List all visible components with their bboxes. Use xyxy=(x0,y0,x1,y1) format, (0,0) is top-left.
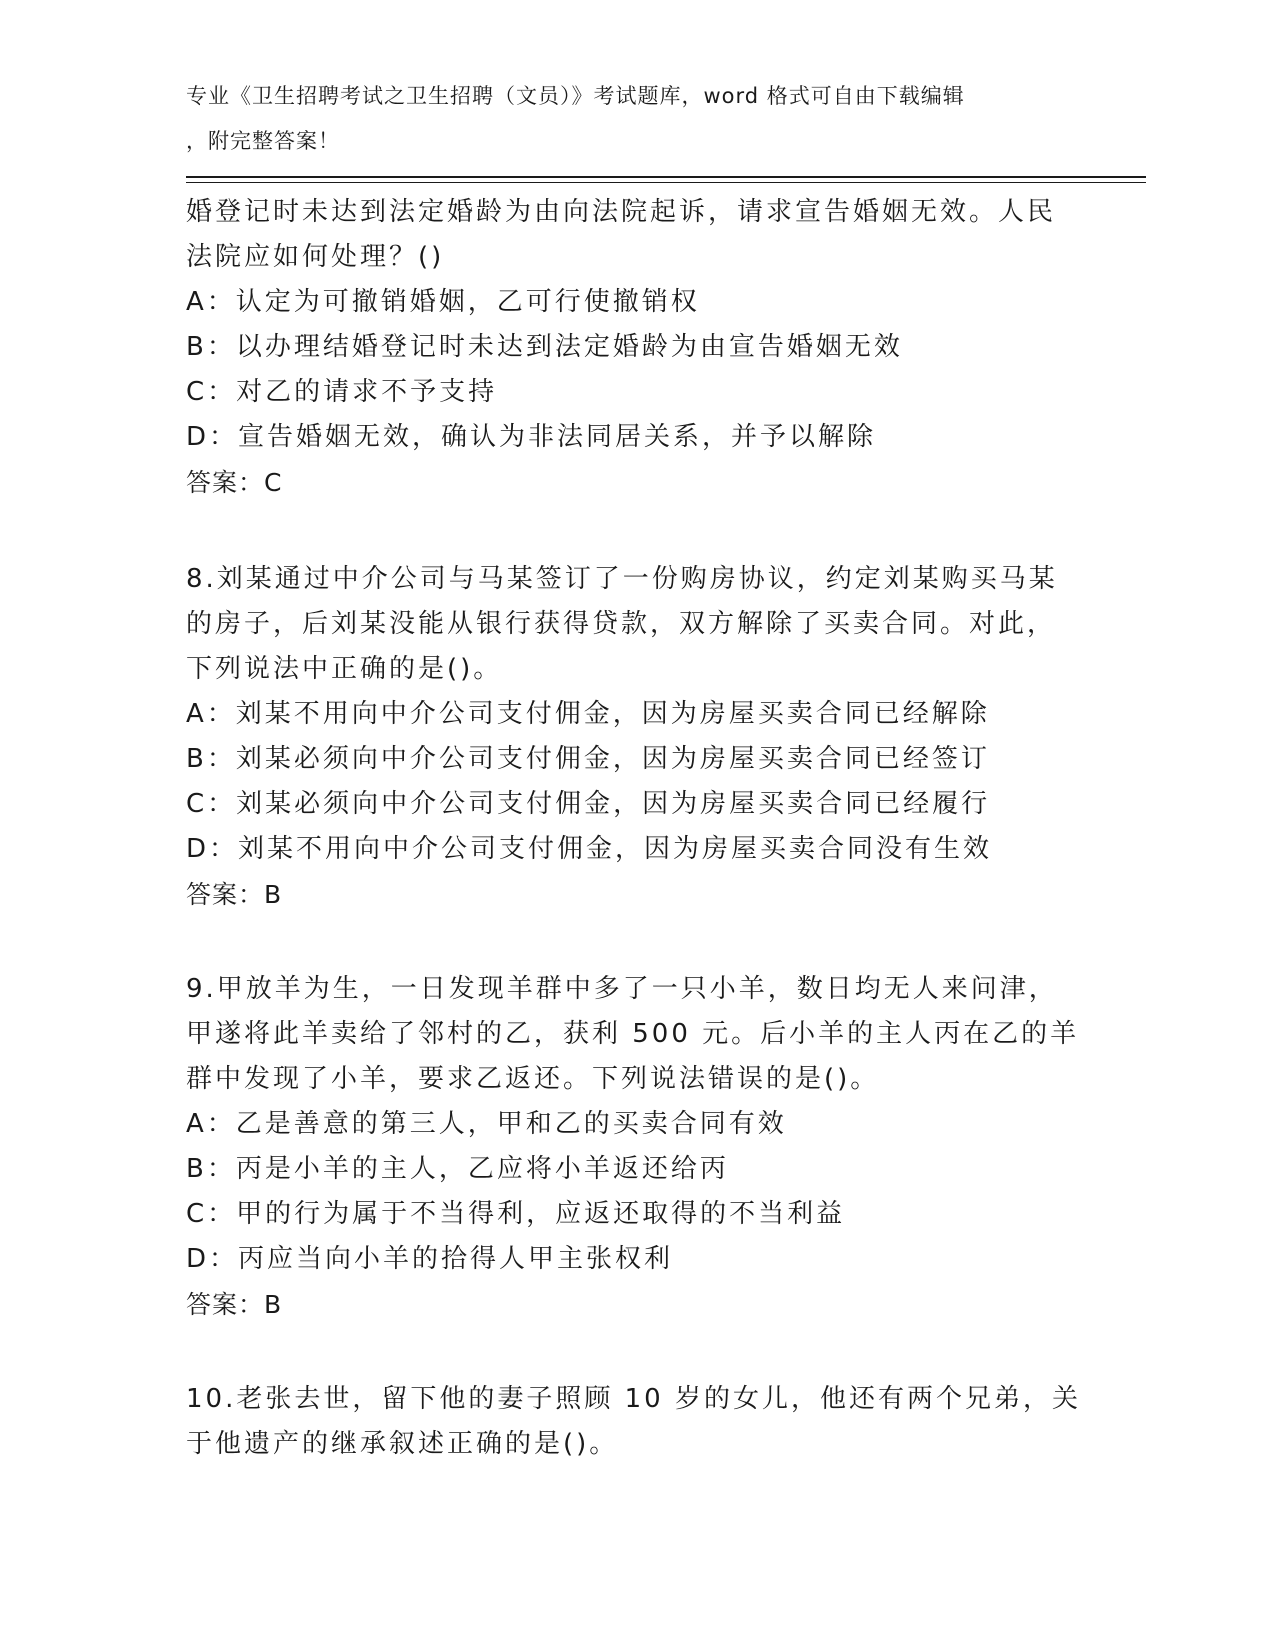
option-c: C：刘某必须向中介公司支付佣金，因为房屋买卖合同已经履行 xyxy=(186,789,991,819)
spacer xyxy=(186,917,1086,967)
option-c: C：对乙的请求不予支持 xyxy=(186,377,498,407)
option-b: B：丙是小羊的主人，乙应将小羊返还给丙 xyxy=(186,1154,729,1184)
option-a: A：乙是善意的第三人，甲和乙的买卖合同有效 xyxy=(186,1109,787,1139)
question-stem-line: 法院应如何处理？() xyxy=(186,242,445,272)
option-a: A：认定为可撤销婚姻，乙可行使撤销权 xyxy=(186,287,700,317)
question-stem-line: 9.甲放羊为生，一日发现羊群中多了一只小羊，数日均无人来问津， xyxy=(186,974,1058,1004)
spacer xyxy=(186,1327,1086,1377)
question-8 xyxy=(186,557,1086,917)
question-stem-line: 于他遗产的继承叙述正确的是()。 xyxy=(186,1429,619,1459)
option-c: C：甲的行为属于不当得利，应返还取得的不当利益 xyxy=(186,1199,846,1229)
header-line-1: 专业《卫生招聘考试之卫生招聘（文员）》考试题库，word 格式可自由下载编辑 xyxy=(186,84,965,108)
question-7 xyxy=(186,190,1086,505)
document-header xyxy=(186,74,1066,164)
option-a: A：刘某不用向中介公司支付佣金，因为房屋买卖合同已经解除 xyxy=(186,699,990,729)
header-divider-thick xyxy=(186,176,1146,178)
option-d: D：丙应当向小羊的拾得人甲主张权利 xyxy=(186,1244,674,1274)
option-d: D：刘某不用向中介公司支付佣金，因为房屋买卖合同没有生效 xyxy=(186,834,993,864)
header-line-2: ，附完整答案！ xyxy=(186,129,340,153)
question-stem-line: 下列说法中正确的是()。 xyxy=(186,654,503,684)
question-9 xyxy=(186,967,1086,1327)
answer-label: 答案：B xyxy=(186,880,283,909)
question-stem-line: 婚登记时未达到法定婚龄为由向法院起诉，请求宣告婚姻无效。人民 xyxy=(186,197,1057,227)
question-stem-line: 的房子，后刘某没能从银行获得贷款，双方解除了买卖合同。对此， xyxy=(186,609,1057,639)
option-d: D：宣告婚姻无效，确认为非法同居关系，并予以解除 xyxy=(186,422,877,452)
answer-label: 答案：B xyxy=(186,1290,283,1319)
question-stem-line: 群中发现了小羊，要求乙返还。下列说法错误的是()。 xyxy=(186,1064,880,1094)
question-list xyxy=(186,190,1086,1467)
header-divider-thin xyxy=(186,182,1146,183)
question-stem-line: 10.老张去世，留下他的妻子照顾 10 岁的女儿，他还有两个兄弟，关 xyxy=(186,1384,1081,1414)
spacer xyxy=(186,505,1086,557)
question-10 xyxy=(186,1377,1086,1467)
option-b: B：刘某必须向中介公司支付佣金，因为房屋买卖合同已经签订 xyxy=(186,744,990,774)
option-b: B：以办理结婚登记时未达到法定婚龄为由宣告婚姻无效 xyxy=(186,332,903,362)
answer-label: 答案：C xyxy=(186,468,283,497)
question-stem-line: 甲遂将此羊卖给了邻村的乙，获利 500 元。后小羊的主人丙在乙的羊 xyxy=(186,1019,1080,1049)
question-stem-line: 8.刘某通过中介公司与马某签订了一份购房协议，约定刘某购买马某 xyxy=(186,564,1058,594)
